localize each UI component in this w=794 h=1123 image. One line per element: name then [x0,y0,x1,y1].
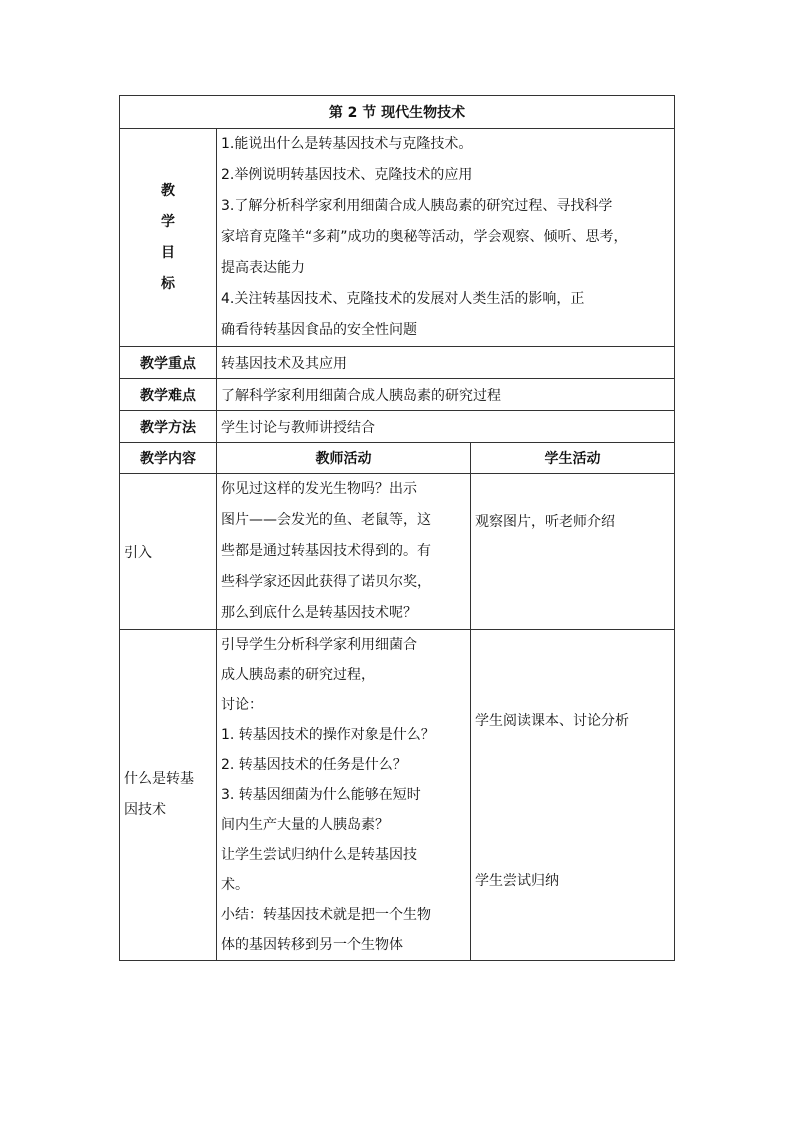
difficulty-value: 了解科学家利用细菌合成人胰岛素的研究过程 [217,379,675,411]
spacer [475,730,670,870]
transgenic-row [120,630,675,961]
goal-line: 确看待转基因食品的安全性问题 [221,322,417,338]
goal-line: 1.能说出什么是转基因技术与克隆技术。 [221,136,473,152]
goal-line: 2.举例说明转基因技术、克隆技术的应用 [221,167,473,183]
goals-label-char: 标 [161,275,175,292]
teacher-line: 间内生产大量的人胰岛素？ [221,817,389,833]
intro-label: 引入 [120,474,217,630]
goals-label-char: 教 [161,182,175,199]
goals-label-char: 学 [161,213,175,230]
method-row [120,411,675,443]
difficulty-label: 教学难点 [120,379,217,411]
teacher-line: 小结：转基因技术就是把一个生物 [221,907,431,923]
teacher-line: 你见过这样的发光生物吗？出示 [221,481,417,497]
teacher-line: 体的基因转移到另一个生物体 [221,937,403,953]
student-activity-1: 学生阅读课本、讨论分析 [475,713,629,729]
intro-teacher-activity [217,474,471,630]
teacher-line: 术。 [221,877,249,893]
intro-student-activity: 观察图片，听老师介绍 [471,474,675,630]
goals-row [120,129,675,347]
method-value: 学生讨论与教师讲授结合 [217,411,675,443]
teacher-line: 些科学家还因此获得了诺贝尔奖， [221,574,431,590]
method-label: 教学方法 [120,411,217,443]
teacher-line: 那么到底什么是转基因技术呢？ [221,605,417,621]
teacher-line: 引导学生分析科学家利用细菌合 [221,637,417,653]
header-content: 教学内容 [120,443,217,474]
transgenic-label-line: 什么是转基 [124,771,194,787]
header-teacher: 教师活动 [217,443,471,474]
title-row [120,96,675,129]
transgenic-label [120,630,217,961]
goal-line: 4.关注转基因技术、克隆技术的发展对人类生活的影响，正 [221,291,585,307]
teacher-line: 2. 转基因技术的任务是什么？ [221,757,407,773]
key-point-value: 转基因技术及其应用 [217,347,675,379]
goal-line: 家培育克隆羊“多莉”成功的奥秘等活动，学会观察、倾听、思考， [221,229,628,245]
key-point-label: 教学重点 [120,347,217,379]
transgenic-teacher-activity [217,630,471,961]
teacher-line: 讨论： [221,697,263,713]
goals-label-char: 目 [161,244,175,261]
goal-line: 3.了解分析科学家利用细菌合成人胰岛素的研究过程、寻找科学 [221,198,613,214]
student-activity-2: 学生尝试归纳 [475,873,559,889]
transgenic-label-line: 因技术 [124,802,166,818]
intro-row [120,474,675,630]
key-point-row [120,347,675,379]
header-student: 学生活动 [471,443,675,474]
difficulty-row [120,379,675,411]
teacher-line: 图片——会发光的鱼、老鼠等，这 [221,512,431,528]
transgenic-student-activity [471,630,675,961]
goal-line: 提高表达能力 [221,260,305,276]
header-row [120,443,675,474]
teacher-line: 3. 转基因细菌为什么能够在短时 [221,787,421,803]
teacher-line: 让学生尝试归纳什么是转基因技 [221,847,417,863]
goals-text [217,129,675,347]
teacher-line: 1. 转基因技术的操作对象是什么？ [221,727,435,743]
teacher-line: 成人胰岛素的研究过程， [221,667,375,683]
section-title: 第 2 节 现代生物技术 [120,96,675,129]
goals-label [120,129,217,347]
lesson-plan-table [119,95,675,961]
teacher-line: 些都是通过转基因技术得到的。有 [221,543,431,559]
